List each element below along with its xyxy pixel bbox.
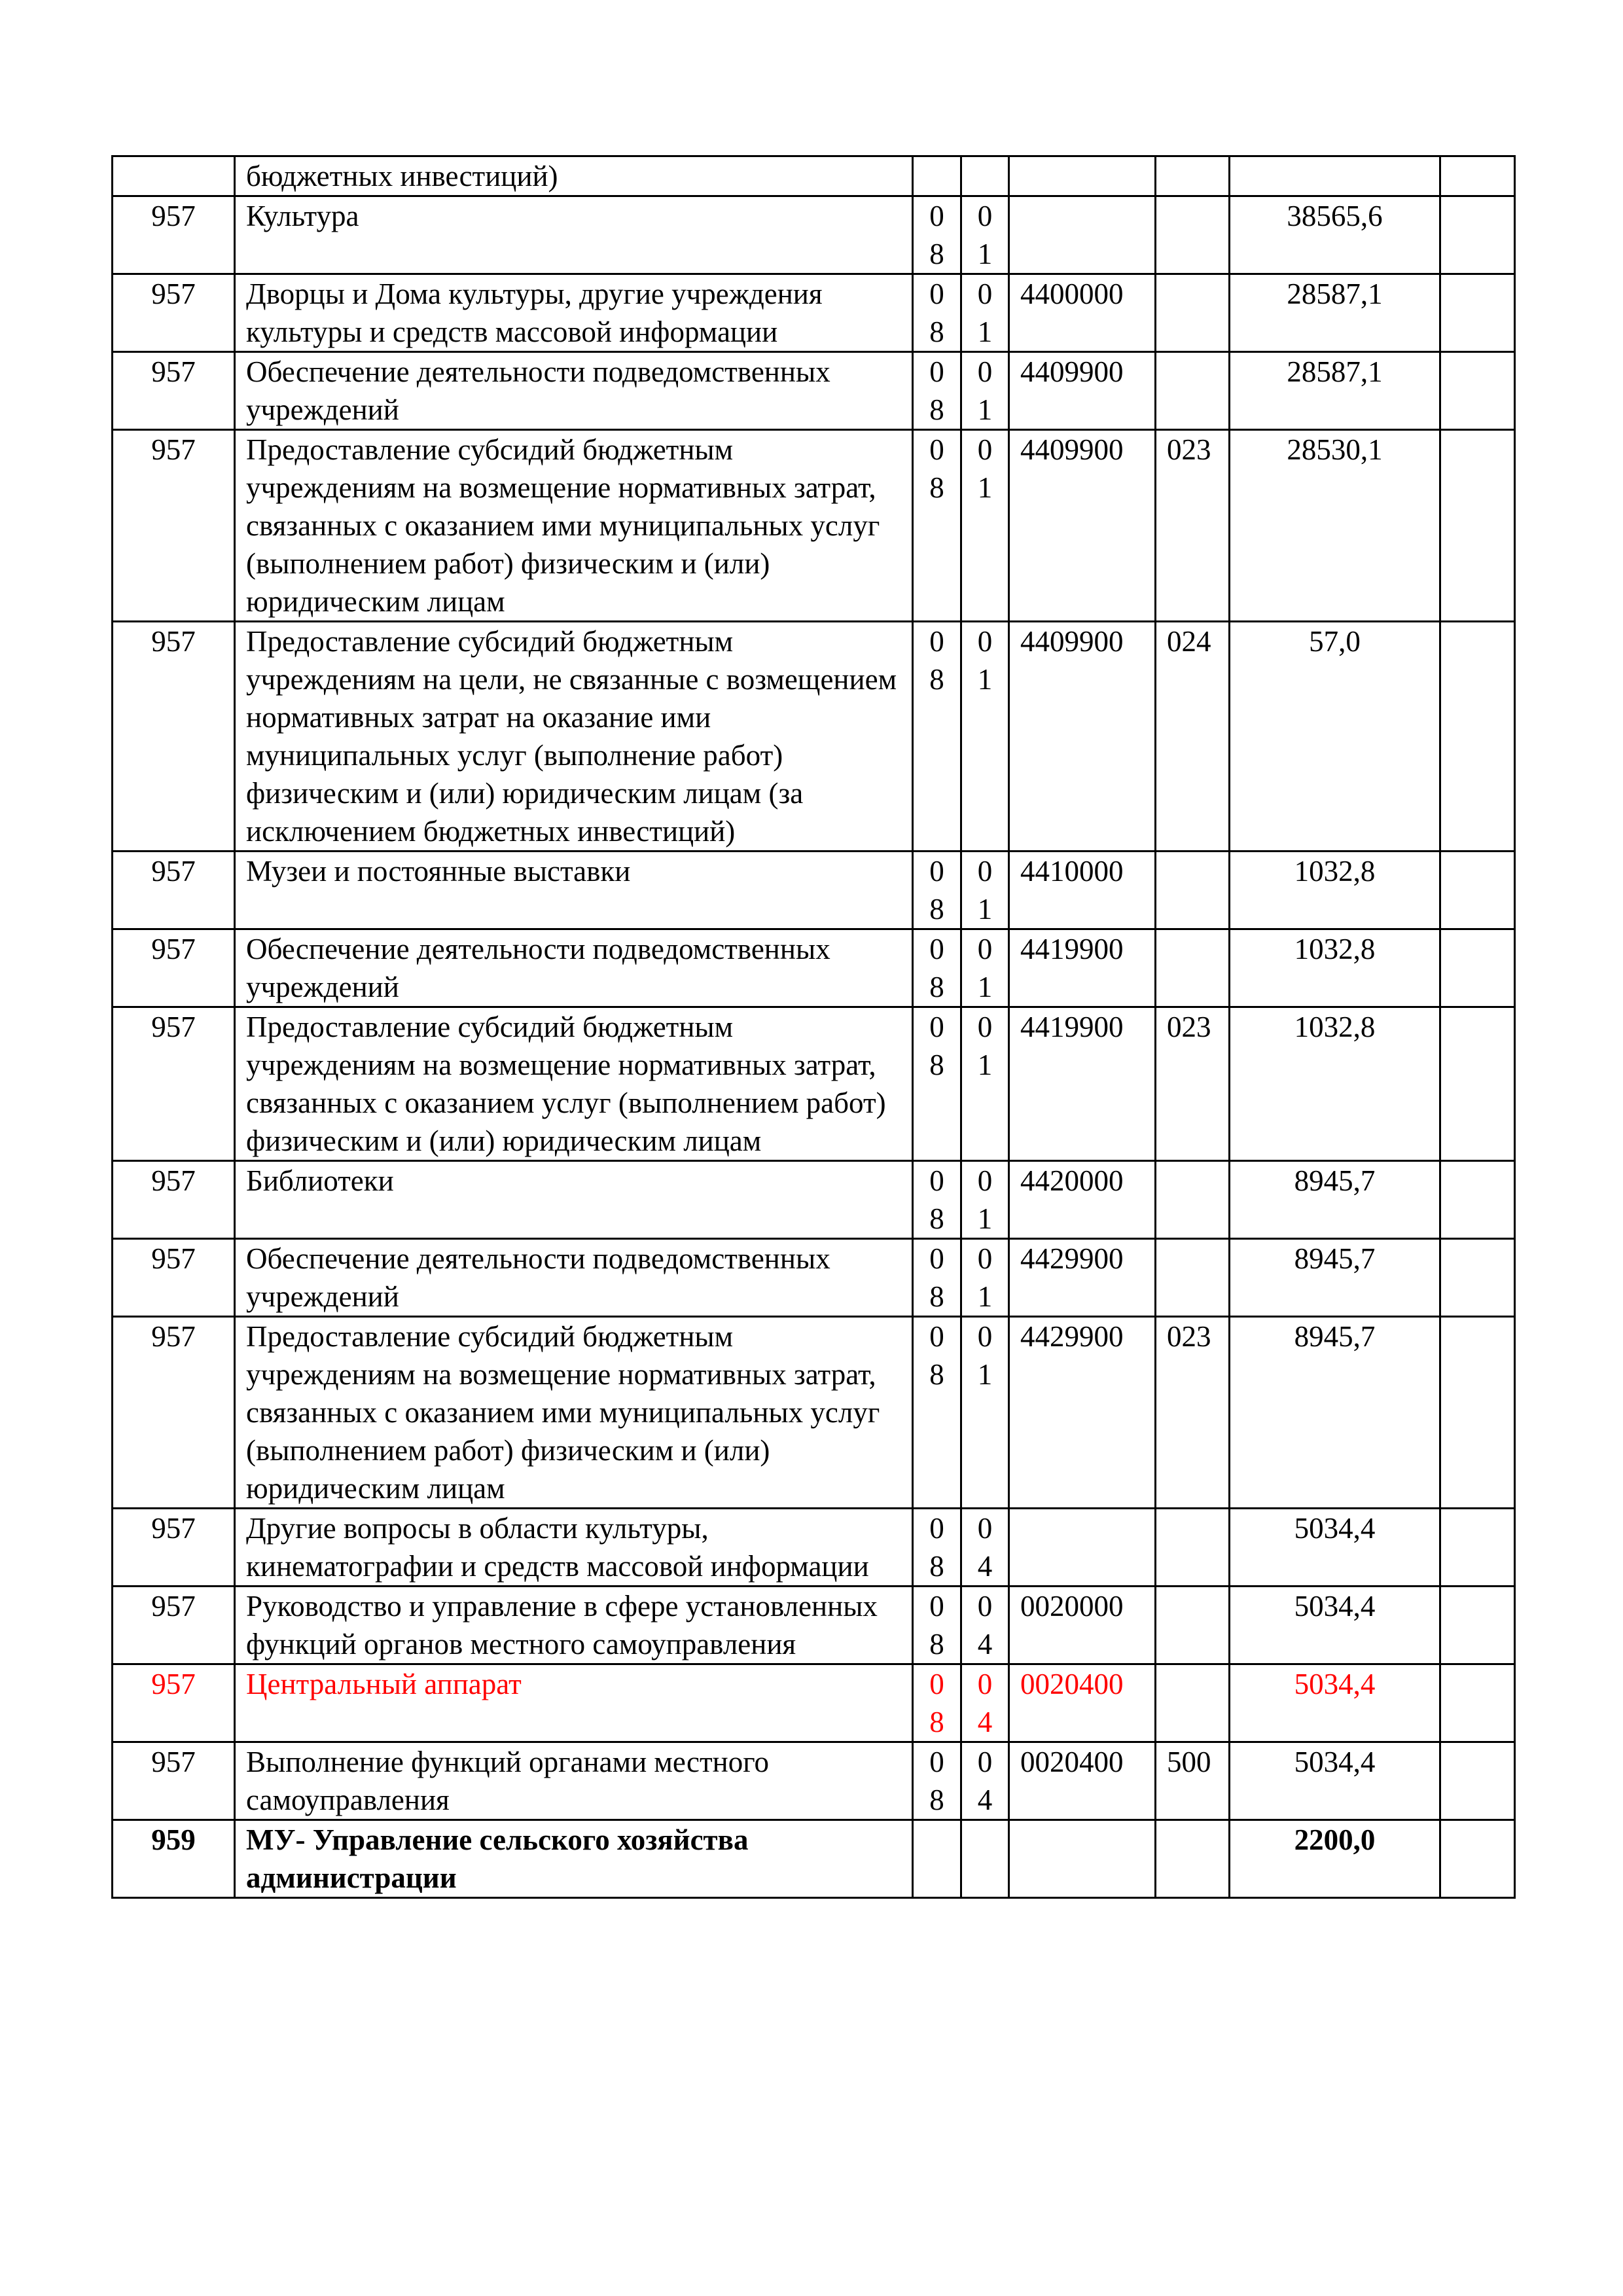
row-sum-cell: 5034,4: [1230, 1587, 1440, 1664]
row-section-cell: 08: [913, 1317, 961, 1509]
row-expense-type-cell: 023: [1156, 430, 1230, 622]
row-extra-cell: [1440, 1161, 1515, 1239]
table-row: [113, 1509, 1515, 1587]
row-name-cell: МУ- Управление сельского хозяйства администрации: [235, 1820, 913, 1898]
table-row: [113, 1664, 1515, 1742]
row-code-cell: [113, 156, 235, 196]
table-row: [113, 274, 1515, 352]
row-expense-type-cell: 023: [1156, 1317, 1230, 1509]
row-expense-type-cell: [1156, 1509, 1230, 1587]
row-code-cell: 957: [113, 1664, 235, 1742]
row-name-cell: Предоставление субсидий бюджетным учреждениям на цели, не связанные с возмещением нормативных затрат на оказание ими муниципальных услуг (выполнение работ) физическим и (или) юридическим лицам (за исключением бюджетных инвестиций): [235, 622, 913, 852]
row-extra-cell: [1440, 430, 1515, 622]
row-section-cell: 08: [913, 196, 961, 274]
row-code-cell: 957: [113, 852, 235, 929]
row-expense-type-cell: [1156, 196, 1230, 274]
row-code-cell: 957: [113, 929, 235, 1007]
row-section-cell: 08: [913, 622, 961, 852]
row-sum-cell: 28587,1: [1230, 274, 1440, 352]
table-row: [113, 1317, 1515, 1509]
row-extra-cell: [1440, 929, 1515, 1007]
row-subsection-cell: 01: [961, 1007, 1009, 1161]
row-code-cell: 957: [113, 430, 235, 622]
row-code-cell: 957: [113, 1742, 235, 1820]
row-section-cell: 08: [913, 1587, 961, 1664]
row-expense-type-cell: [1156, 352, 1230, 430]
row-extra-cell: [1440, 1587, 1515, 1664]
row-extra-cell: [1440, 1742, 1515, 1820]
row-code-cell: 957: [113, 1161, 235, 1239]
row-subsection-cell: 01: [961, 1239, 1009, 1317]
row-article-cell: 4409900: [1009, 352, 1156, 430]
row-code-cell: 957: [113, 1317, 235, 1509]
row-subsection-cell: 01: [961, 929, 1009, 1007]
row-expense-type-cell: [1156, 1239, 1230, 1317]
row-name-cell: Центральный аппарат: [235, 1664, 913, 1742]
row-name-cell: Предоставление субсидий бюджетным учреждениям на возмещение нормативных затрат, связанных с оказанием ими муниципальных услуг (выполнением работ) физическим и (или) юридическим лицам: [235, 1317, 913, 1509]
row-expense-type-cell: [1156, 1587, 1230, 1664]
row-article-cell: 4409900: [1009, 622, 1156, 852]
row-article-cell: [1009, 156, 1156, 196]
row-extra-cell: [1440, 1239, 1515, 1317]
row-code-cell: 957: [113, 1007, 235, 1161]
row-subsection-cell: [961, 156, 1009, 196]
table-row: [113, 1239, 1515, 1317]
row-code-cell: 957: [113, 1587, 235, 1664]
table-row: [113, 352, 1515, 430]
row-section-cell: 08: [913, 274, 961, 352]
row-sum-cell: 1032,8: [1230, 852, 1440, 929]
row-expense-type-cell: 023: [1156, 1007, 1230, 1161]
row-name-cell: Предоставление субсидий бюджетным учреждениям на возмещение нормативных затрат, связанных с оказанием ими муниципальных услуг (выполнением работ) физическим и (или) юридическим лицам: [235, 430, 913, 622]
row-sum-cell: [1230, 156, 1440, 196]
row-article-cell: 4410000: [1009, 852, 1156, 929]
row-section-cell: 08: [913, 1239, 961, 1317]
row-article-cell: 4429900: [1009, 1317, 1156, 1509]
row-name-cell: Обеспечение деятельности подведомственных учреждений: [235, 1239, 913, 1317]
row-article-cell: 4400000: [1009, 274, 1156, 352]
row-code-cell: 957: [113, 1509, 235, 1587]
row-extra-cell: [1440, 852, 1515, 929]
row-sum-cell: 8945,7: [1230, 1239, 1440, 1317]
row-article-cell: [1009, 196, 1156, 274]
row-name-cell: Руководство и управление в сфере установленных функций органов местного самоуправления: [235, 1587, 913, 1664]
budget-table-body: [113, 156, 1515, 1898]
row-code-cell: 957: [113, 1239, 235, 1317]
row-subsection-cell: 01: [961, 622, 1009, 852]
row-extra-cell: [1440, 622, 1515, 852]
row-name-cell: Обеспечение деятельности подведомственных учреждений: [235, 352, 913, 430]
table-row: [113, 1820, 1515, 1898]
row-code-cell: 957: [113, 622, 235, 852]
row-article-cell: 0020400: [1009, 1664, 1156, 1742]
row-name-cell: Музеи и постоянные выставки: [235, 852, 913, 929]
row-sum-cell: 2200,0: [1230, 1820, 1440, 1898]
row-article-cell: 4419900: [1009, 929, 1156, 1007]
row-section-cell: 08: [913, 352, 961, 430]
row-sum-cell: 1032,8: [1230, 1007, 1440, 1161]
table-row: [113, 929, 1515, 1007]
row-name-cell: Дворцы и Дома культуры, другие учреждения культуры и средств массовой информации: [235, 274, 913, 352]
row-section-cell: 08: [913, 1161, 961, 1239]
table-row: [113, 430, 1515, 622]
row-extra-cell: [1440, 274, 1515, 352]
row-section-cell: [913, 1820, 961, 1898]
row-section-cell: 08: [913, 1742, 961, 1820]
row-sum-cell: 38565,6: [1230, 196, 1440, 274]
row-extra-cell: [1440, 1317, 1515, 1509]
row-name-cell: Другие вопросы в области культуры, кинематографии и средств массовой информации: [235, 1509, 913, 1587]
table-row: [113, 156, 1515, 196]
row-subsection-cell: [961, 1820, 1009, 1898]
row-subsection-cell: 01: [961, 196, 1009, 274]
row-sum-cell: 5034,4: [1230, 1742, 1440, 1820]
row-sum-cell: 8945,7: [1230, 1161, 1440, 1239]
row-subsection-cell: 04: [961, 1587, 1009, 1664]
row-expense-type-cell: [1156, 1664, 1230, 1742]
row-sum-cell: 57,0: [1230, 622, 1440, 852]
row-extra-cell: [1440, 1509, 1515, 1587]
budget-table: [111, 155, 1516, 1899]
table-row: [113, 852, 1515, 929]
row-article-cell: [1009, 1820, 1156, 1898]
row-subsection-cell: 01: [961, 1317, 1009, 1509]
row-extra-cell: [1440, 1820, 1515, 1898]
row-name-cell: Культура: [235, 196, 913, 274]
row-name-cell: Библиотеки: [235, 1161, 913, 1239]
row-expense-type-cell: [1156, 1820, 1230, 1898]
row-sum-cell: 5034,4: [1230, 1509, 1440, 1587]
row-article-cell: 4420000: [1009, 1161, 1156, 1239]
row-subsection-cell: 04: [961, 1509, 1009, 1587]
row-name-cell: бюджетных инвестиций): [235, 156, 913, 196]
row-extra-cell: [1440, 352, 1515, 430]
row-name-cell: Выполнение функций органами местного самоуправления: [235, 1742, 913, 1820]
row-sum-cell: 8945,7: [1230, 1317, 1440, 1509]
table-row: [113, 1007, 1515, 1161]
row-section-cell: 08: [913, 852, 961, 929]
row-article-cell: 0020000: [1009, 1587, 1156, 1664]
row-subsection-cell: 01: [961, 1161, 1009, 1239]
row-name-cell: Обеспечение деятельности подведомственных учреждений: [235, 929, 913, 1007]
row-article-cell: 4409900: [1009, 430, 1156, 622]
table-row: [113, 196, 1515, 274]
row-section-cell: 08: [913, 1509, 961, 1587]
row-sum-cell: 1032,8: [1230, 929, 1440, 1007]
row-sum-cell: 28530,1: [1230, 430, 1440, 622]
row-extra-cell: [1440, 1007, 1515, 1161]
row-subsection-cell: 01: [961, 430, 1009, 622]
table-row: [113, 1587, 1515, 1664]
row-subsection-cell: 01: [961, 274, 1009, 352]
table-row: [113, 1161, 1515, 1239]
row-section-cell: 08: [913, 929, 961, 1007]
row-subsection-cell: 01: [961, 352, 1009, 430]
row-sum-cell: 5034,4: [1230, 1664, 1440, 1742]
row-extra-cell: [1440, 1664, 1515, 1742]
table-row: [113, 1742, 1515, 1820]
row-article-cell: 4419900: [1009, 1007, 1156, 1161]
row-code-cell: 957: [113, 352, 235, 430]
row-expense-type-cell: 500: [1156, 1742, 1230, 1820]
row-subsection-cell: 01: [961, 852, 1009, 929]
row-section-cell: 08: [913, 430, 961, 622]
row-extra-cell: [1440, 156, 1515, 196]
row-code-cell: 959: [113, 1820, 235, 1898]
row-expense-type-cell: [1156, 1161, 1230, 1239]
row-extra-cell: [1440, 196, 1515, 274]
row-expense-type-cell: [1156, 274, 1230, 352]
row-code-cell: 957: [113, 196, 235, 274]
document-page: [111, 155, 1514, 1899]
row-section-cell: 08: [913, 1664, 961, 1742]
row-expense-type-cell: 024: [1156, 622, 1230, 852]
table-row: [113, 622, 1515, 852]
row-section-cell: 08: [913, 1007, 961, 1161]
row-subsection-cell: 04: [961, 1742, 1009, 1820]
row-sum-cell: 28587,1: [1230, 352, 1440, 430]
row-section-cell: [913, 156, 961, 196]
row-article-cell: 4429900: [1009, 1239, 1156, 1317]
row-expense-type-cell: [1156, 156, 1230, 196]
row-expense-type-cell: [1156, 852, 1230, 929]
row-subsection-cell: 04: [961, 1664, 1009, 1742]
row-article-cell: [1009, 1509, 1156, 1587]
row-code-cell: 957: [113, 274, 235, 352]
row-article-cell: 0020400: [1009, 1742, 1156, 1820]
row-expense-type-cell: [1156, 929, 1230, 1007]
row-name-cell: Предоставление субсидий бюджетным учреждениям на возмещение нормативных затрат, связанных с оказанием услуг (выполнением работ) физическим и (или) юридическим лицам: [235, 1007, 913, 1161]
